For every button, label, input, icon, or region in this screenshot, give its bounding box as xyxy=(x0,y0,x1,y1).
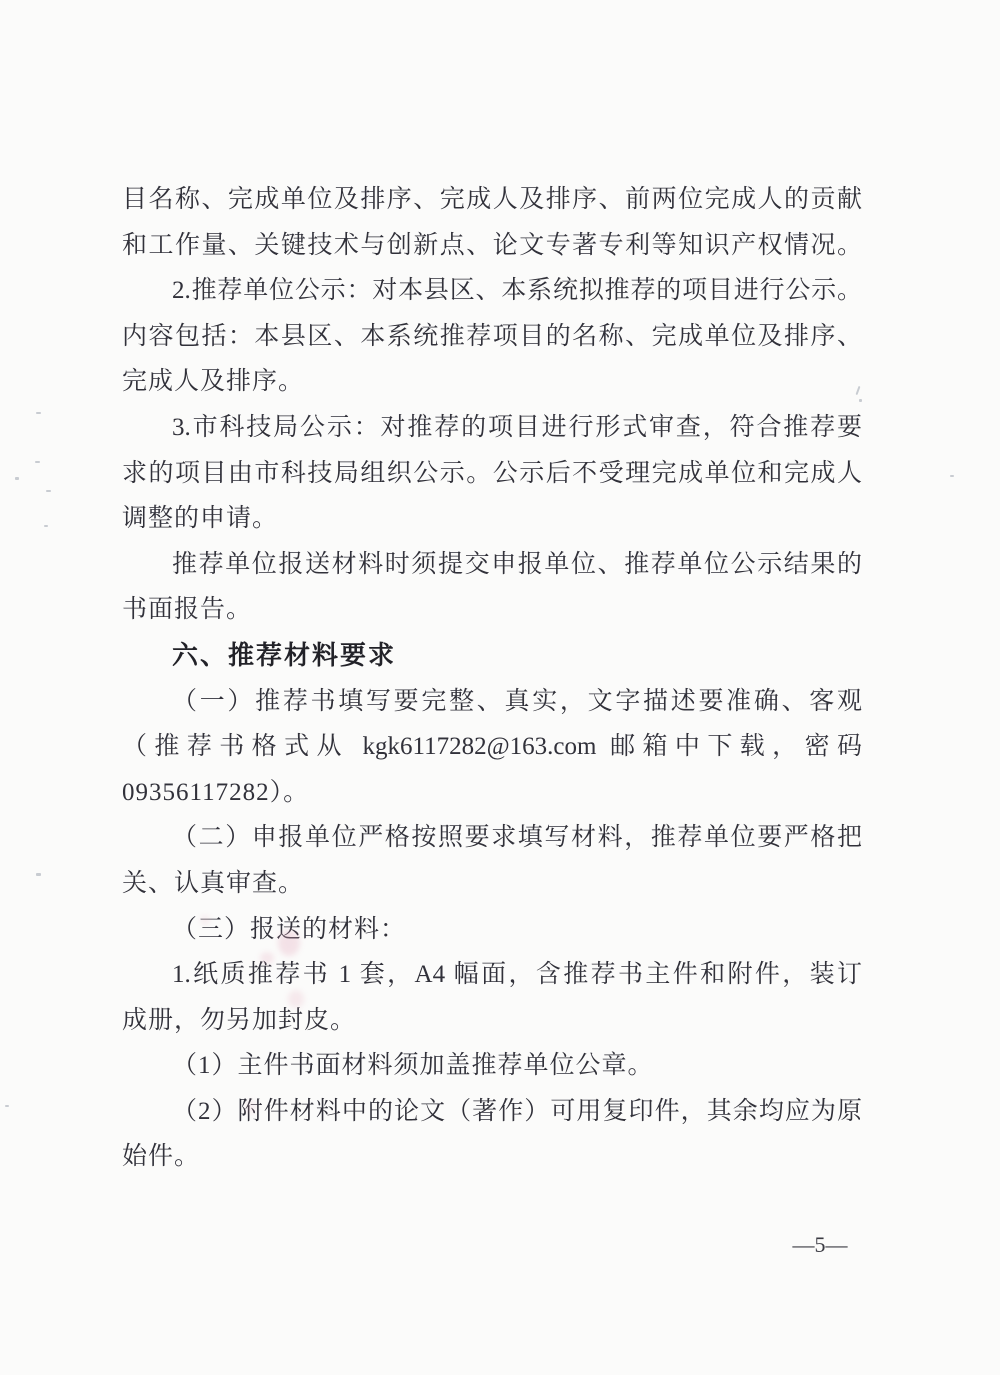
scan-speckle xyxy=(5,1105,9,1107)
text-line: 09356117282）。 xyxy=(122,778,310,806)
text-line: 成册，勿另加封皮。 xyxy=(122,1006,357,1034)
text-line: （三）报送的材料： xyxy=(172,915,407,943)
document-body xyxy=(122,177,862,1180)
scan-speckle xyxy=(859,399,862,402)
text-line: （1）主件书面材料须加盖推荐单位公章。 xyxy=(172,1052,654,1080)
text-line: 调整的申请。 xyxy=(122,505,279,533)
scan-stain xyxy=(245,1100,257,1114)
scan-speckle xyxy=(36,873,41,876)
text-line: 始件。 xyxy=(122,1143,201,1171)
text-line: 完成人及排序。 xyxy=(122,368,305,396)
text-line: （推荐书格式从 kgk6117282@163.com 邮箱中下载，密码 xyxy=(122,733,862,761)
text-line: 3.市科技局公示：对推荐的项目进行形式审查，符合推荐要 xyxy=(172,413,862,441)
scan-stain xyxy=(278,930,300,956)
scan-stain xyxy=(200,915,210,925)
scan-stain xyxy=(260,952,274,964)
scan-speckle xyxy=(950,475,954,477)
text-line: 书面报告。 xyxy=(122,596,253,624)
text-line: 内容包括：本县区、本系统推荐项目的名称、完成单位及排序、 xyxy=(122,322,862,350)
text-line: 关、认真审查。 xyxy=(122,869,305,897)
page-number: —5— xyxy=(792,1232,848,1257)
scan-speckle xyxy=(36,412,41,414)
text-line: 1.纸质推荐书 1 套，A4 幅面，含推荐书主件和附件，装订 xyxy=(172,961,862,989)
scan-speckle xyxy=(15,477,19,480)
text-line: 2.推荐单位公示：对本县区、本系统拟推荐的项目进行公示。 xyxy=(172,277,862,305)
text-line: （二）申报单位严格按照要求填写材料，推荐单位要严格把 xyxy=(172,824,862,852)
scan-speckle xyxy=(35,461,40,463)
section-heading: 六、推荐材料要求 xyxy=(172,639,397,670)
text-line: 目名称、完成单位及排序、完成人及排序、前两位完成人的贡献 xyxy=(122,186,862,213)
text-line: 推荐单位报送材料时须提交申报单位、推荐单位公示结果的 xyxy=(172,550,862,578)
text-line: （一）推荐书填写要完整、真实，文字描述要准确、客观 xyxy=(172,687,862,715)
text-line: 求的项目由市科技局组织公示。公示后不受理完成单位和完成人 xyxy=(122,459,862,487)
scan-speckle xyxy=(44,525,48,527)
scan-speckle xyxy=(46,490,51,492)
scan-stain xyxy=(288,990,304,1008)
text-line: （2）附件材料中的论文（著作）可用复印件，其余均应为原 xyxy=(172,1097,862,1125)
text-line: 和工作量、关键技术与创新点、论文专著专利等知识产权情况。 xyxy=(122,231,862,259)
